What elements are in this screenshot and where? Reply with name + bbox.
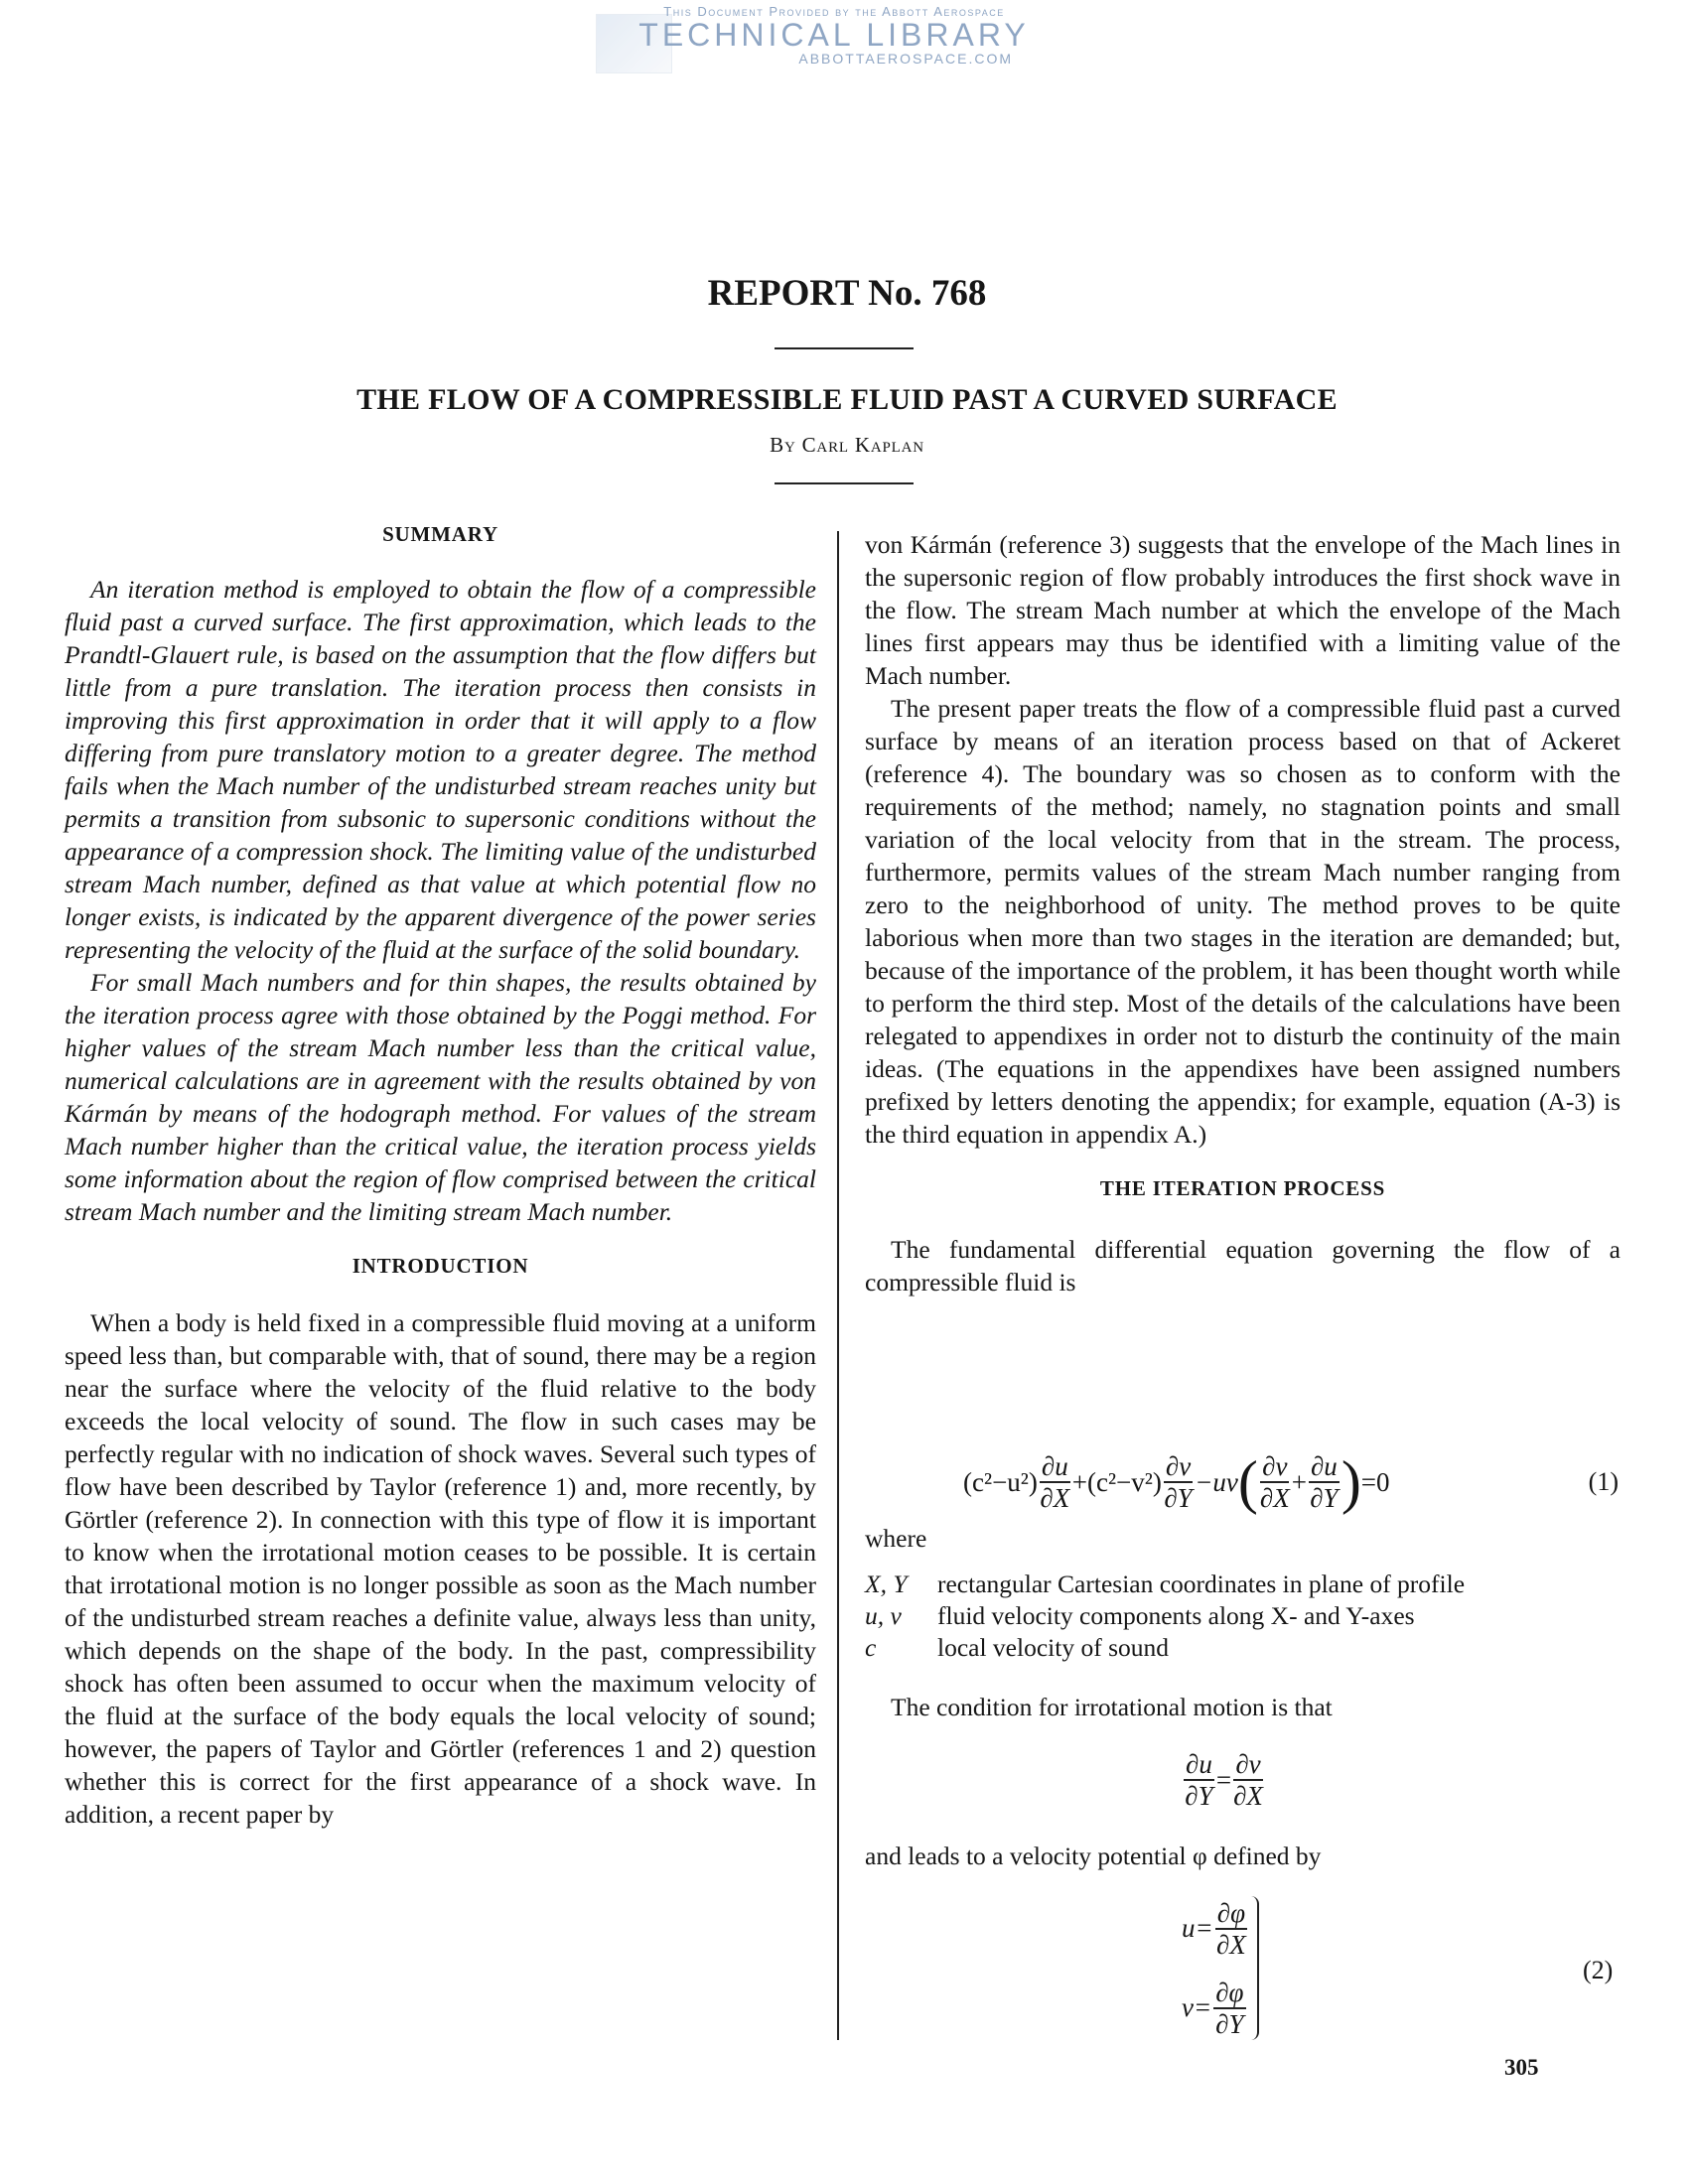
eq-den: ∂X — [1233, 1781, 1263, 1811]
right-paren-icon: ) — [1341, 1449, 1361, 1515]
eq2-u — [1182, 1898, 1249, 1960]
left-paren-icon: ( — [1237, 1449, 1258, 1515]
eq1-num: ∂u — [1310, 1451, 1338, 1481]
definition-item — [865, 1632, 1621, 1664]
left-column — [65, 518, 816, 1831]
summary-paragraph: For small Mach numbers and for thin shapes, the results obtained by the iteration process agree with those obtained by the Poggi method. For higher values of the stream Mach number less than the critical value, numerical calculations are in agreement with the results obtained by von Kármán by means of the hodograph method. For values of the stream Mach number higher than the critical value, the iteration process yields some information about the region of flow comprised between the critical stream Mach number and the limiting stream Mach number. — [65, 968, 816, 1226]
definition-item — [865, 1600, 1621, 1632]
eq1-den: ∂X — [1259, 1483, 1290, 1513]
eq1-num: ∂v — [1262, 1451, 1288, 1481]
velocity-potential-text: and leads to a velocity potential φ defined by — [865, 1842, 1322, 1870]
eq-num: ∂u — [1186, 1749, 1212, 1779]
eq-num: ∂φ — [1216, 1897, 1246, 1928]
eq-den: ∂Y — [1185, 1781, 1213, 1811]
watermark-line3: ABBOTTAEROSPACE.COM — [798, 51, 1013, 67]
irrotational-condition: The condition for irrotational motion is that — [891, 1693, 1333, 1721]
definition-text: local velocity of sound — [937, 1633, 1169, 1662]
definition-symbol: X, Y — [865, 1570, 908, 1598]
eq1-op: + — [1071, 1466, 1087, 1497]
eq-num: ∂v — [1235, 1749, 1261, 1779]
definition-item — [865, 1569, 1621, 1600]
definitions-list — [865, 1569, 1621, 1664]
watermark-line1: This Document Provided by the Abbott Aerospace — [663, 4, 1005, 19]
eq1-op: −uv — [1195, 1466, 1238, 1497]
eq1-num: ∂v — [1165, 1451, 1192, 1481]
eq1-den: ∂Y — [1310, 1483, 1339, 1513]
eq1-rhs: =0 — [1360, 1466, 1390, 1497]
equation-irrotational — [1182, 1749, 1265, 1811]
watermark — [556, 4, 1112, 67]
eq1-den: ∂X — [1040, 1483, 1070, 1513]
right-brace-icon — [1251, 1896, 1259, 2040]
equation-1 — [963, 1451, 1619, 1513]
eq-op: = — [1215, 1764, 1232, 1795]
title-rule — [775, 347, 914, 349]
eq2-v — [1182, 1978, 1249, 2039]
eq1-den: ∂Y — [1164, 1483, 1193, 1513]
iteration-heading: THE ITERATION PROCESS — [1099, 1176, 1386, 1200]
summary-paragraph: An iteration method is employed to obtain the flow of a compressible fluid past a curved surface. The first approximation, which leads to the Prandtl-Glauert rule, is based on the assumption that the flow differs but little from a pure translation. The iteration process then consists in improving this first approximation in order that it will apply to a flow differing from pure translatory motion to a greater degree. The method fails when the Mach number of the undisturbed stream reaches unity but permits a transition from subsonic to supersonic conditions without the appearance of a compression shock. The limiting value of the undisturbed stream Mach number, defined as that value at which potential flow no longer exists, is indicated by the apparent divergence of the power series representing the velocity of the fluid at the surface of the solid boundary. — [65, 575, 816, 964]
definition-symbol: u, v — [865, 1601, 902, 1630]
introduction-paragraph: When a body is held fixed in a compressible fluid moving at a uniform speed less than, but comparable with, that of sound, there may be a region near the surface where the velocity of the fluid relative to the body exceeds the local velocity of sound. The flow in such cases may be perfectly regular with no indication of shock waves. Several such types of flow have been described by Taylor (reference 1) and, more recently, by Görtler (reference 2). In connection with this type of flow it is important to know when the irrotational motion ceases to be possible. It is certain that irrotational motion is no longer possible as soon as the Mach number of the undisturbed stream reaches a definite value, always less than unity, which depends on the shape of the body. In the past, compressibility shock has often been assumed to occur when the maximum velocity of the fluid at the surface of the body equals the local velocity of sound; however, the papers of Taylor and Görtler (references 1 and 2) question whether this is correct for the first appearance of a shock wave. In addition, a recent paper by — [65, 1308, 816, 1829]
page-number: 305 — [1504, 2055, 1539, 2080]
eq-den: ∂X — [1215, 1929, 1246, 1960]
eq2-lhs: u= — [1182, 1913, 1213, 1943]
definition-symbol: c — [865, 1633, 877, 1662]
introduction-continuation: von Kármán (reference 3) suggests that the envelope of the Mach lines in the supersonic region of flow probably introduces the first shock wave in the flow. The stream Mach number at which the envelope of the Mach lines first appears may thus be identified with a limiting value of the Mach number. — [865, 530, 1621, 690]
iteration-intro: The fundamental differential equation governing the flow of a compressible fluid is — [865, 1235, 1621, 1297]
summary-heading: SUMMARY — [382, 522, 498, 546]
report-number: REPORT No. 768 — [707, 273, 987, 314]
watermark-line2: TECHNICAL LIBRARY — [638, 17, 1030, 53]
equation-number: (2) — [1583, 1956, 1614, 1984]
eq1-op: + — [1291, 1466, 1307, 1497]
paper-title: THE FLOW OF A COMPRESSIBLE FLUID PAST A CURVED SURFACE — [356, 383, 1338, 416]
definition-text: fluid velocity components along X- and Y-axes — [937, 1601, 1415, 1630]
equation-number: (1) — [1588, 1467, 1619, 1496]
eq1-num: ∂u — [1041, 1451, 1068, 1481]
column-divider — [837, 531, 839, 2040]
byline-rule — [775, 482, 914, 484]
equation-2 — [1182, 1896, 1259, 2040]
eq-den: ∂Y — [1215, 2008, 1244, 2039]
eq-num: ∂φ — [1215, 1977, 1244, 2007]
byline: By Carl Kaplan — [770, 433, 924, 457]
right-column — [865, 528, 1621, 1298]
definition-text: rectangular Cartesian coordinates in plane of profile — [937, 1570, 1466, 1598]
introduction-paragraph-2: The present paper treats the flow of a compressible fluid past a curved surface by means of an iteration process based on that of Ackeret (reference 4). The boundary was so chosen as to conform with the requirements of the method; namely, no stagnation points and small variation of the local velocity from that in the stream. The process, furthermore, permits values of the stream Mach number ranging from zero to the neighborhood of unity. The method proves to be quite laborious when more than two stages in the iteration are demanded; but, because of the importance of the problem, it has been thought worth while to perform the third step. Most of the details of the calculations have been relegated to appendixes in order not to disturb the continuity of the main ideas. (The equations in the appendixes have been assigned numbers prefixed by letters denoting the appendix; for example, equation (A-3) is the third equation in appendix A.) — [865, 694, 1621, 1149]
where-label: where — [865, 1524, 927, 1553]
eq1-term: (c²−u²) — [963, 1466, 1038, 1497]
introduction-heading: INTRODUCTION — [352, 1254, 529, 1278]
eq1-term: (c²−v²) — [1086, 1466, 1162, 1497]
eq2-lhs: v= — [1182, 1992, 1212, 2022]
